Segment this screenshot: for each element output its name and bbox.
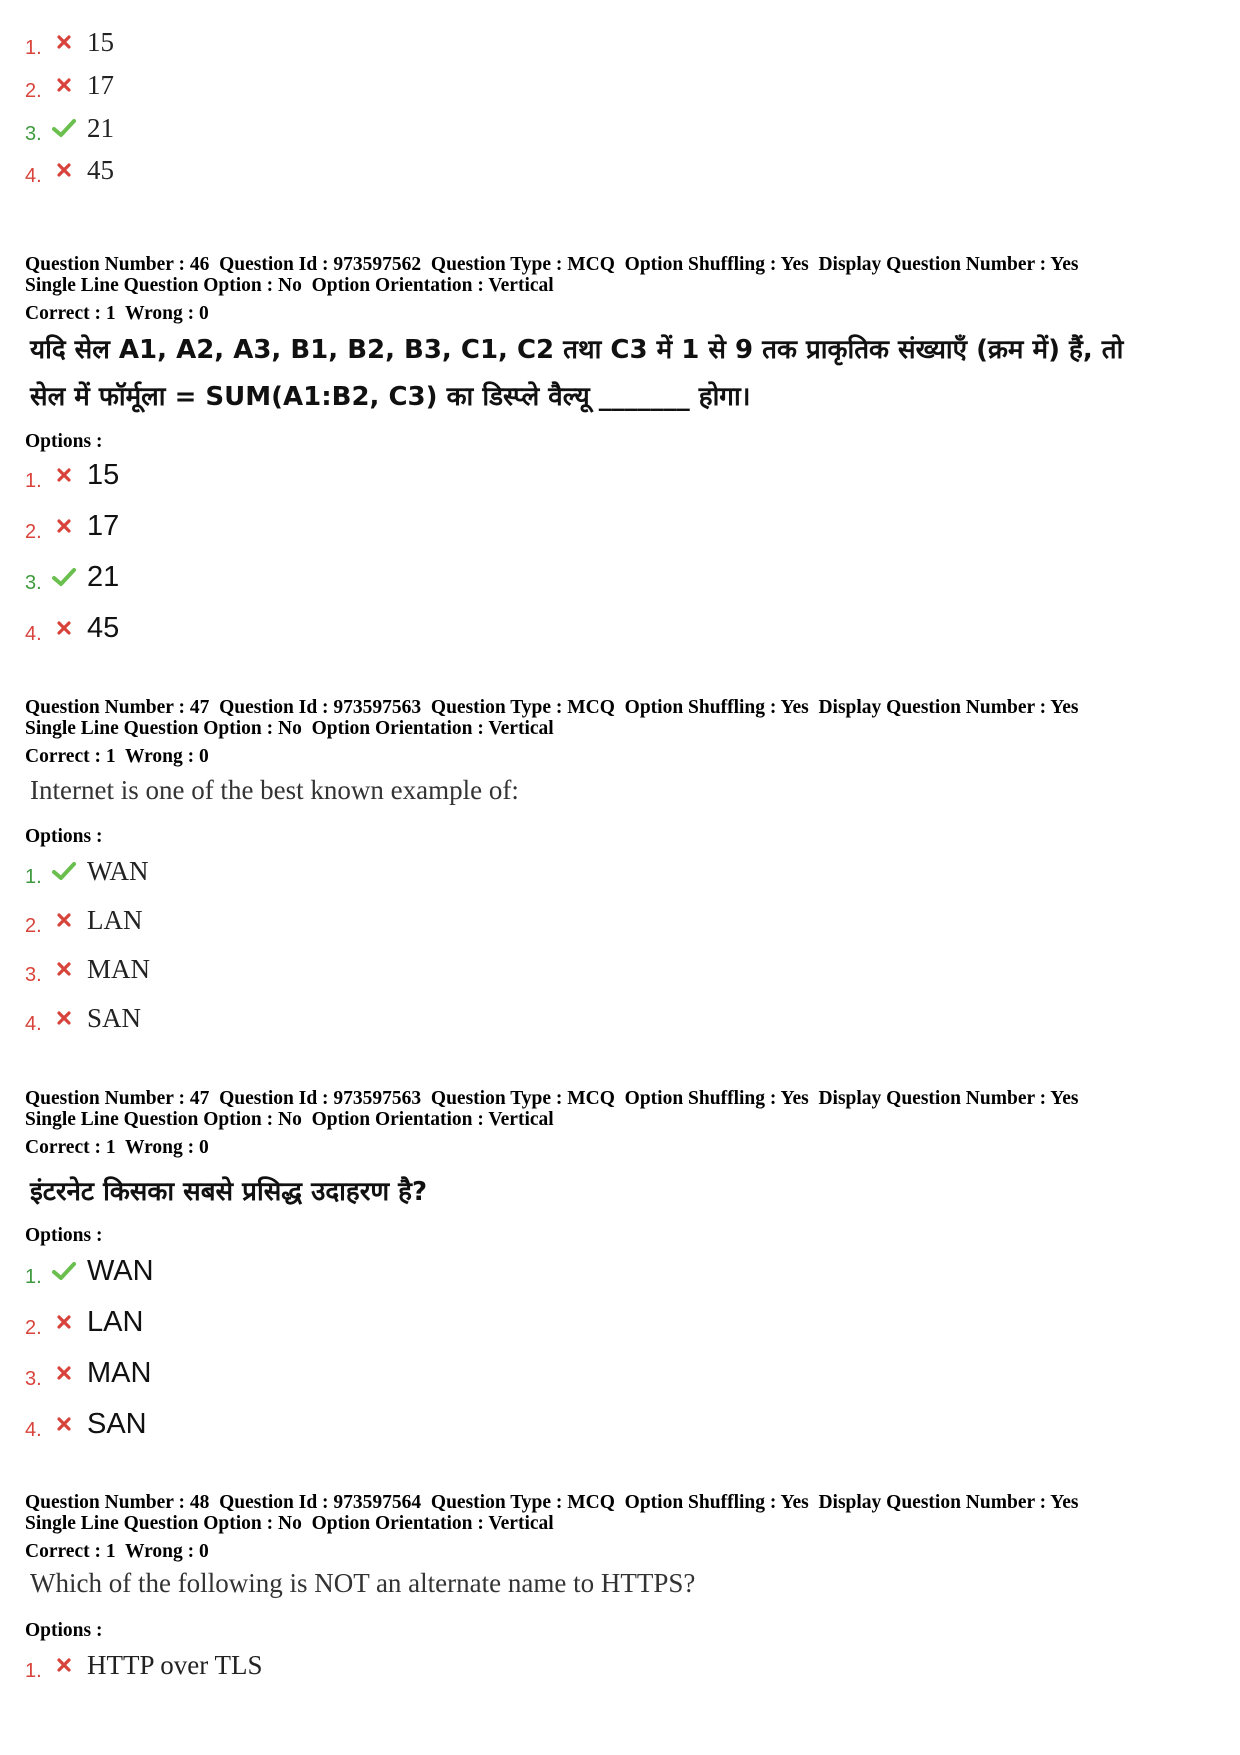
cross-icon: [51, 515, 77, 537]
option-item: [25, 608, 119, 648]
option-number: 3.: [25, 1367, 42, 1390]
check-icon: [51, 860, 77, 882]
option-item: [25, 1353, 151, 1393]
option-number: 4.: [25, 164, 42, 187]
marks-line: Correct : 1 Wrong : 0: [25, 1137, 209, 1158]
question-meta-line: Single Line Question Option : No Option Orientation : Vertical: [25, 1109, 554, 1130]
question-meta-line: Question Number : 46 Question Id : 973597562 Question Type : MCQ Option Shuffling : Yes Display Question Number : Yes: [25, 254, 1079, 275]
option-item: [25, 506, 119, 546]
option-item: [25, 150, 114, 190]
option-text: WAN: [87, 855, 149, 886]
cross-icon: [51, 1654, 77, 1676]
option-text: WAN: [87, 1254, 154, 1287]
option-text: 15: [87, 458, 120, 491]
question-meta-line: Single Line Question Option : No Option Orientation : Vertical: [25, 275, 554, 296]
question-text: Internet is one of the best known example of:: [30, 775, 519, 805]
option-text: MAN: [87, 1356, 152, 1389]
option-item: [25, 998, 141, 1038]
option-item: [25, 1302, 143, 1342]
option-text: LAN: [87, 904, 143, 935]
option-number: 4.: [25, 622, 42, 645]
option-number: 4.: [25, 1012, 42, 1035]
marks-line: Correct : 1 Wrong : 0: [25, 1541, 209, 1562]
option-item: [25, 949, 150, 989]
cross-icon: [51, 74, 77, 96]
check-icon: [51, 566, 77, 588]
option-text: HTTP over TLS: [87, 1649, 263, 1680]
question-text: इंटरनेट किसका सबसे प्रसिद्ध उदाहरण है?: [30, 1177, 428, 1207]
option-text: 17: [87, 69, 114, 100]
option-number: 3.: [25, 122, 42, 145]
cross-icon: [51, 1362, 77, 1384]
option-number: 1.: [25, 1265, 42, 1288]
question-meta-line: Question Number : 47 Question Id : 973597563 Question Type : MCQ Option Shuffling : Yes Display Question Number : Yes: [25, 1088, 1079, 1109]
option-text: 45: [87, 154, 114, 185]
options-label: Options :: [25, 431, 103, 452]
option-item: [25, 108, 114, 148]
option-item: [25, 65, 114, 105]
option-text: 17: [87, 509, 120, 542]
cross-icon: [51, 909, 77, 931]
option-number: 2.: [25, 79, 42, 102]
options-label: Options :: [25, 1225, 103, 1246]
options-label: Options :: [25, 826, 103, 847]
question-meta-line: Single Line Question Option : No Option Orientation : Vertical: [25, 718, 554, 739]
cross-icon: [51, 159, 77, 181]
question-text: सेल में फॉर्मूला = SUM(A1:B2, C3) का डिस्प्ले वैल्यू _______ होगा।: [30, 382, 751, 412]
option-number: 2.: [25, 914, 42, 937]
option-number: 3.: [25, 963, 42, 986]
option-text: LAN: [87, 1305, 144, 1338]
cross-icon: [51, 1311, 77, 1333]
question-meta-line: Question Number : 47 Question Id : 973597563 Question Type : MCQ Option Shuffling : Yes Display Question Number : Yes: [25, 697, 1079, 718]
option-text: 45: [87, 611, 120, 644]
option-text: 15: [87, 26, 114, 57]
question-text: यदि सेल A1, A2, A3, B1, B2, B3, C1, C2 तथा C3 में 1 से 9 तक प्राकृतिक संख्याएँ (क्रम में) हैं, तो: [30, 335, 1124, 365]
cross-icon: [51, 464, 77, 486]
option-number: 2.: [25, 1316, 42, 1339]
option-item: [25, 1251, 154, 1291]
option-item: [25, 851, 149, 891]
option-number: 4.: [25, 1418, 42, 1441]
question-text: Which of the following is NOT an alternate name to HTTPS?: [30, 1568, 696, 1598]
cross-icon: [51, 1413, 77, 1435]
option-item: [25, 900, 143, 940]
options-label: Options :: [25, 1620, 103, 1641]
option-item: [25, 22, 114, 62]
option-text: SAN: [87, 1002, 142, 1033]
option-number: 1.: [25, 1659, 42, 1682]
option-text: MAN: [87, 953, 151, 984]
cross-icon: [51, 31, 77, 53]
cross-icon: [51, 1007, 77, 1029]
option-text: 21: [87, 112, 114, 143]
question-meta-line: Single Line Question Option : No Option Orientation : Vertical: [25, 1513, 554, 1534]
check-icon: [51, 1260, 77, 1282]
option-number: 1.: [25, 469, 42, 492]
check-icon: [51, 117, 77, 139]
option-number: 3.: [25, 571, 42, 594]
option-text: 21: [87, 560, 120, 593]
option-number: 1.: [25, 865, 42, 888]
marks-line: Correct : 1 Wrong : 0: [25, 303, 209, 324]
option-number: 2.: [25, 520, 42, 543]
cross-icon: [51, 958, 77, 980]
option-item: [25, 557, 119, 597]
question-meta-line: Question Number : 48 Question Id : 973597564 Question Type : MCQ Option Shuffling : Yes Display Question Number : Yes: [25, 1492, 1079, 1513]
option-number: 1.: [25, 36, 42, 59]
marks-line: Correct : 1 Wrong : 0: [25, 746, 209, 767]
option-item: [25, 455, 119, 495]
option-item: [25, 1404, 147, 1444]
option-item: [25, 1645, 263, 1685]
option-text: SAN: [87, 1407, 147, 1440]
cross-icon: [51, 617, 77, 639]
